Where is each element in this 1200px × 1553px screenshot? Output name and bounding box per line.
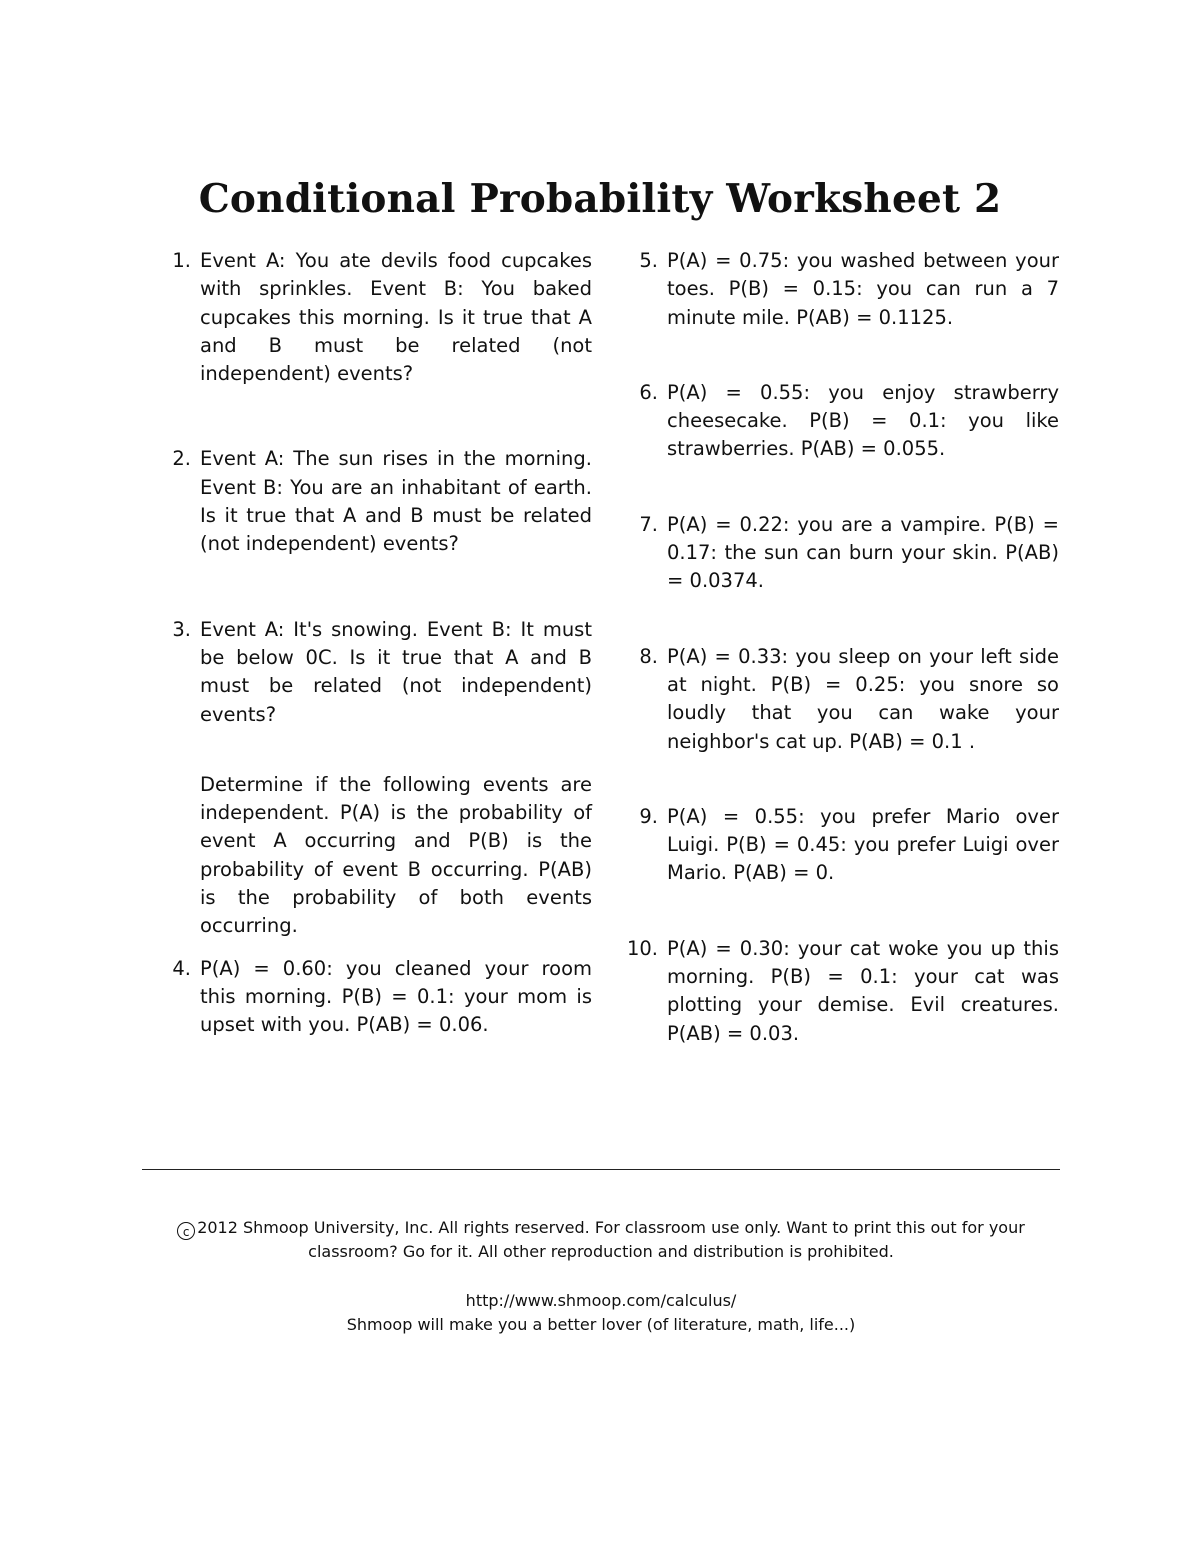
question-10 bbox=[607, 935, 1059, 1048]
question-number: 3. bbox=[172, 617, 191, 641]
left-column bbox=[140, 247, 592, 1040]
footer-divider bbox=[142, 1169, 1060, 1170]
question-text: P(A) = 0.55: you prefer Mario over Luigi. P(B) = 0.45: you prefer Luigi over Mario. P(AB) = 0. bbox=[667, 804, 1059, 885]
copyright-icon: c bbox=[177, 1222, 195, 1240]
question-1 bbox=[140, 247, 592, 388]
question-number: 6. bbox=[639, 380, 658, 404]
question-text: P(A) = 0.33: you sleep on your left side at night. P(B) = 0.25: you snore so loudly that you can wake your neighbor's cat up. P(AB) = 0.1 . bbox=[667, 644, 1059, 753]
copyright-notice bbox=[142, 1216, 1060, 1264]
question-3 bbox=[140, 616, 592, 729]
question-4 bbox=[140, 955, 592, 1040]
question-text: P(A) = 0.60: you cleaned your room this morning. P(B) = 0.1: your mom is upset with you. P(AB) = 0.06. bbox=[200, 956, 592, 1037]
footer-tagline: Shmoop will make you a better lover (of literature, math, life...) bbox=[346, 1315, 856, 1334]
question-text: Event A: It's snowing. Event B: It must be below 0C. Is it true that A and B must be related (not independent) events? bbox=[200, 617, 592, 726]
question-9 bbox=[607, 803, 1059, 888]
question-number: 9. bbox=[639, 804, 658, 828]
question-number: 2. bbox=[172, 447, 191, 471]
worksheet-title: Conditional Probability Worksheet 2 bbox=[198, 176, 1002, 222]
question-6 bbox=[607, 379, 1059, 464]
question-number: 1. bbox=[172, 249, 191, 272]
question-2 bbox=[140, 445, 592, 558]
question-text: Event A: The sun rises in the morning. Event B: You are an inhabitant of earth. Is it true that A and B must be related (not independent) events? bbox=[200, 447, 592, 556]
question-text: P(A) = 0.30: your cat woke you up this morning. P(B) = 0.1: your cat was plotting your demise. Evil creatures. P(AB) = 0.03. bbox=[667, 936, 1059, 1045]
question-number: 7. bbox=[639, 512, 658, 536]
question-number: 4. bbox=[172, 956, 191, 980]
question-number: 10. bbox=[626, 936, 658, 960]
copyright-text: 2012 Shmoop University, Inc. All rights reserved. For classroom use only. Want to print this out for your classroom? Go for it. All other reproduction and distribution is prohibited. bbox=[197, 1218, 1025, 1261]
question-text: P(A) = 0.55: you enjoy strawberry cheesecake. P(B) = 0.1: you like strawberries. P(AB) = 0.055. bbox=[667, 380, 1059, 461]
question-text: Event A: You ate devils food cupcakes with sprinkles. Event B: You baked cupcakes this morning. Is it true that A and B must be related (not independent) events? bbox=[200, 249, 592, 386]
question-text: P(A) = 0.75: you washed between your toes. P(B) = 0.15: you can run a 7 minute mile. P(AB) = 0.1125. bbox=[667, 249, 1059, 329]
question-number: 5. bbox=[639, 249, 658, 272]
instructions-paragraph: Determine if the following events are independent. P(A) is the probability of event A occurring and P(B) is the probability of event B occurring. P(AB) is the probability of both events occurring. bbox=[200, 772, 592, 938]
footer-url[interactable]: http://www.shmoop.com/calculus/ bbox=[465, 1291, 737, 1310]
question-8 bbox=[607, 643, 1059, 756]
question-7 bbox=[607, 511, 1059, 596]
question-text: P(A) = 0.22: you are a vampire. P(B) = 0.17: the sun can burn your skin. P(AB) = 0.0374. bbox=[667, 512, 1059, 593]
right-column bbox=[607, 247, 1059, 1048]
question-5 bbox=[607, 247, 1059, 332]
question-number: 8. bbox=[639, 644, 658, 668]
